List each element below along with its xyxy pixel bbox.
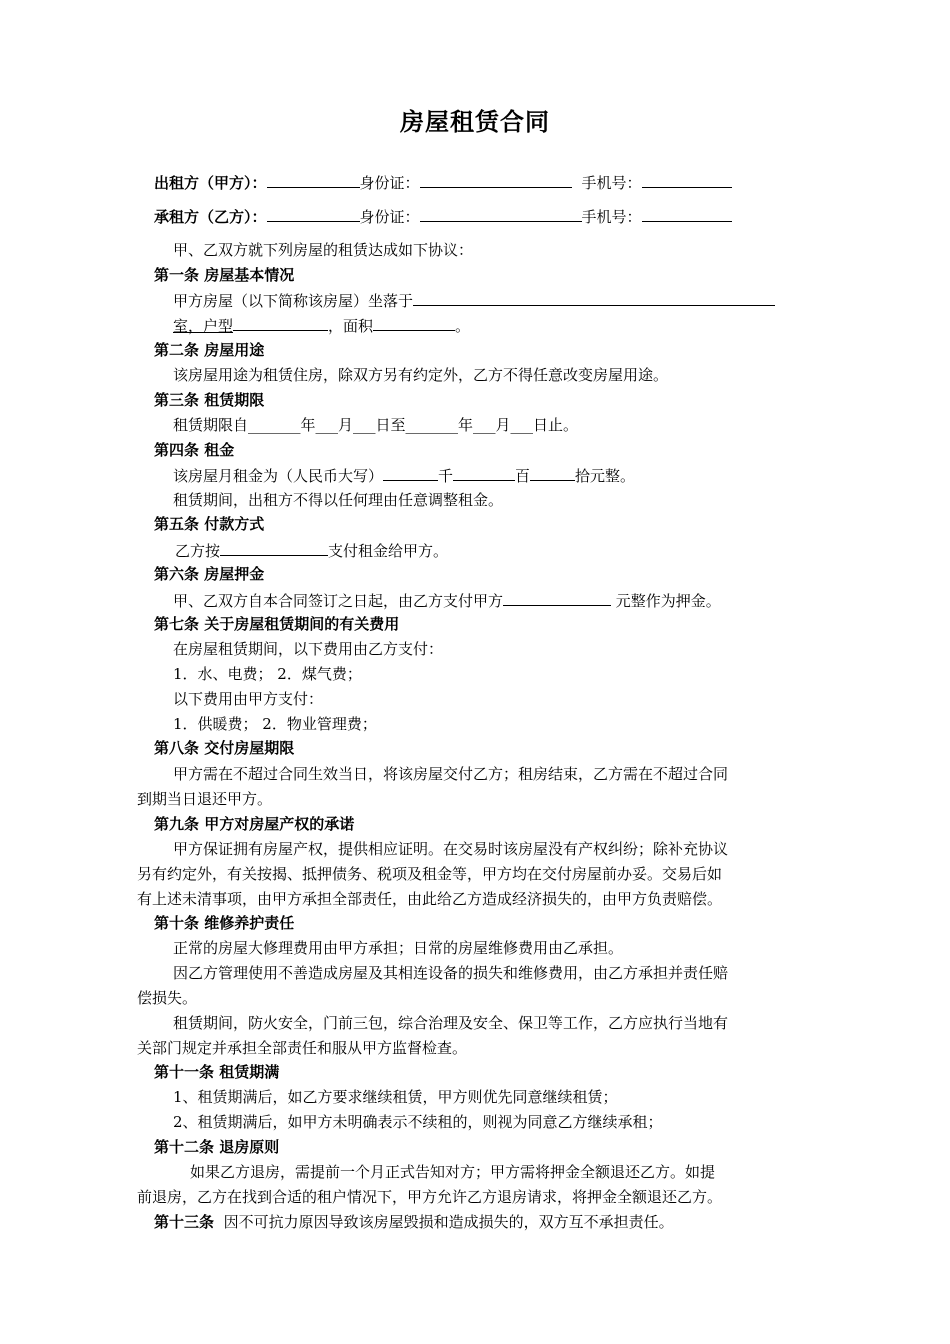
party-a-phone-label: 手机号： [581,174,642,192]
clause-10-line-5: 关部门规定并承担全部责任和服从甲方监督检查。 [137,1039,468,1057]
clause-13-text: 因不可抗力原因导致该房屋毁损和造成损失的，双方互不承担责任。 [223,1213,674,1231]
clause-4-line-1 [173,465,635,486]
clause-12-line-2: 前退房，乙方在找到合适的租户情况下，甲方允许乙方退房请求，将押金全额退还乙方。 [137,1188,723,1206]
clause-7-line-1: 在房屋租赁期间，以下费用由乙方支付： [173,640,444,658]
deposit-end: 元整作为押金。 [611,592,721,610]
clause-4-title: 第四条 租金 [154,441,235,459]
clause-9-title: 第九条 甲方对房屋产权的承诺 [154,815,355,833]
party-b-phone-label: 手机号： [581,208,642,226]
intro-text: 甲、乙双方就下列房屋的租赁达成如下协议： [173,241,474,259]
clause-10-line-2: 因乙方管理使用不善造成房屋及其相连设备的损失和维修费用，由乙方承担并责任赔 [173,964,729,982]
clause-5-title: 第五条 付款方式 [154,515,265,533]
party-b-label: 承租方（乙方）： [154,208,267,226]
clause-11-title: 第十一条 租赁期满 [154,1063,280,1081]
rent-tens-blank[interactable] [530,465,575,481]
party-b-id-blank[interactable] [420,206,582,222]
clause-11-line-2: 2、租赁期满后，如甲方未明确表示不续租的，则视为同意乙方继续承租； [173,1113,663,1131]
clause-5-text [175,540,448,561]
party-b-phone-blank[interactable] [642,206,732,222]
clause-12-title: 第十二条 退房原则 [154,1138,280,1156]
clause-9-line-2: 另有约定外，有关按揭、抵押债务、税项及租金等，甲方均在交付房屋前办妥。交易后如 [137,865,723,883]
clause-8-line-1: 甲方需在不超过合同生效当日，将该房屋交付乙方；租房结束，乙方需在不超过合同 [173,765,729,783]
clause-13-line [154,1212,674,1232]
clause-9-line-1: 甲方保证拥有房屋产权，提供相应证明。在交易时该房屋没有产权纠纷；除补充协议 [173,840,729,858]
party-a-phone-blank[interactable] [642,172,732,188]
clause-1-location-label: 甲方房屋（以下简称该房屋）坐落于 [173,292,414,310]
rent-thousands-blank[interactable] [383,465,438,481]
clause-8-title: 第八条 交付房屋期限 [154,739,295,757]
clause-1-line-2 [173,315,470,336]
rent-thousands-unit: 千 [438,467,454,485]
party-a-name-blank[interactable] [267,172,360,188]
clause-3-text: 租赁期限自_______年___月___日至_______年___月___日止。 [173,416,579,434]
payment-label: 乙方按 [175,542,221,560]
clause-1-area-label: ，面积 [328,317,374,335]
clause-7-line-3: 以下费用由甲方支付： [173,690,324,708]
payment-method-blank[interactable] [220,540,328,556]
layout-blank[interactable] [233,315,328,331]
clause-11-line-1: 1、租赁期满后，如乙方要求继续租赁，甲方则优先同意继续租赁； [173,1088,618,1106]
clause-10-line-4: 租赁期间，防火安全，门前三包，综合治理及安全、保卫等工作，乙方应执行当地有 [173,1014,729,1032]
clause-3-title: 第三条 租赁期限 [154,391,265,409]
clause-2-text: 该房屋用途为租赁住房，除双方另有约定外，乙方不得任意改变房屋用途。 [173,366,669,384]
deposit-blank[interactable] [503,590,611,606]
clause-9-line-3: 有上述未清事项，由甲方承担全部责任，由此给乙方造成经济损失的，由甲方负责赔偿。 [137,890,723,908]
clause-6-text [173,590,721,611]
party-b-line [154,206,732,227]
clause-7-line-4: 1．供暖费； 2．物业管理费； [173,715,377,733]
clause-6-title: 第六条 房屋押金 [154,565,265,583]
rent-label: 该房屋月租金为（人民币大写） [173,467,384,485]
clause-13-title: 第十三条 [154,1213,215,1231]
clause-1-title: 第一条 房屋基本情况 [154,266,295,284]
party-a-id-blank[interactable] [420,172,572,188]
clause-12-line-1: 如果乙方退房，需提前一个月正式告知对方；甲方需将押金全额退还乙方。如提 [190,1163,716,1181]
party-b-id-label: 身份证： [359,208,420,226]
clause-10-title: 第十条 维修养护责任 [154,914,295,932]
rent-hundreds-unit: 百 [515,467,531,485]
party-b-name-blank[interactable] [267,206,360,222]
rent-hundreds-blank[interactable] [453,465,515,481]
document-title: 房屋租赁合同 [400,107,550,136]
area-blank[interactable] [373,315,455,331]
party-a-label: 出租方（甲方）： [154,174,267,192]
clause-2-title: 第二条 房屋用途 [154,341,265,359]
location-blank[interactable] [413,290,775,306]
rent-tens-unit: 拾元整。 [575,467,636,485]
clause-4-line-2: 租赁期间，出租方不得以任何理由任意调整租金。 [173,491,504,509]
party-a-id-label: 身份证： [359,174,420,192]
clause-10-line-3: 偿损失。 [137,989,198,1007]
clause-1-line-1 [173,290,775,311]
deposit-label: 甲、乙双方自本合同签订之日起，由乙方支付甲方 [173,592,504,610]
clause-7-title: 第七条 关于房屋租赁期间的有关费用 [154,615,400,633]
clause-10-line-1: 正常的房屋大修理费用由甲方承担；日常的房屋维修费用由乙承担。 [173,939,624,957]
clause-1-room-label: 室，户型 [173,317,234,335]
payment-end: 支付租金给甲方。 [328,542,449,560]
clause-8-line-2: 到期当日退还甲方。 [137,790,273,808]
clause-1-end: 。 [455,317,471,335]
clause-7-line-2: 1．水、电费； 2．煤气费； [173,665,362,683]
party-a-line [154,172,732,193]
